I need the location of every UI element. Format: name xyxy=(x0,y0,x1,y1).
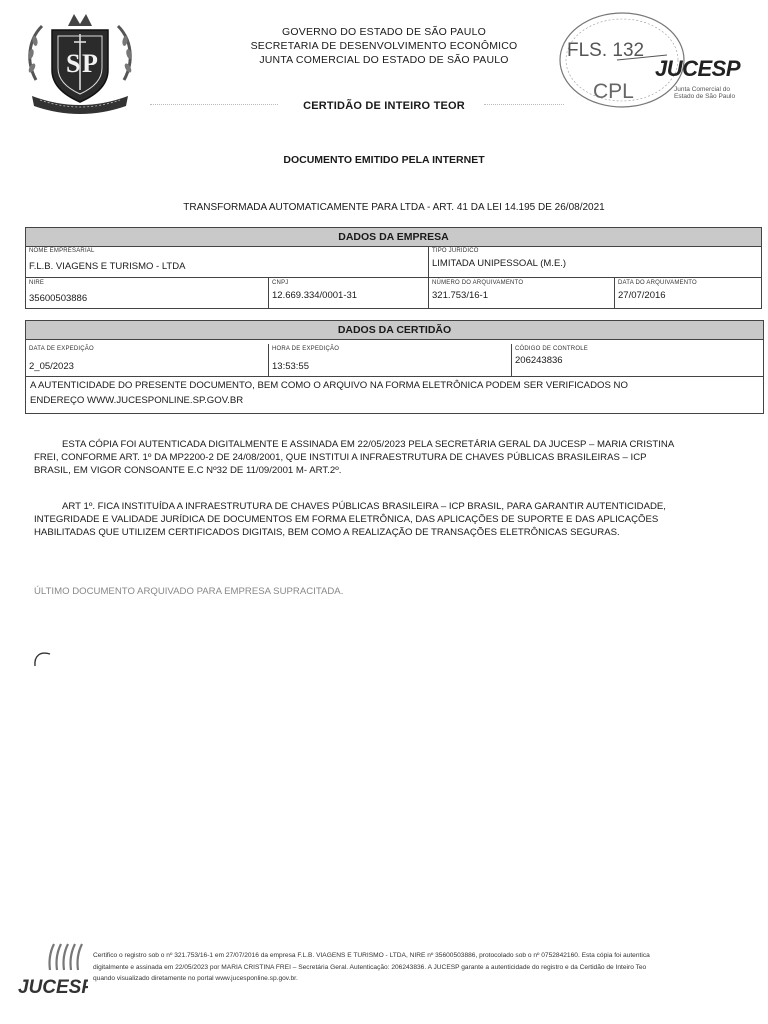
header-line-government: GOVERNO DO ESTADO DE SÃO PAULO xyxy=(282,26,486,38)
issue-time-cell: HORA DE EXPEDIÇÃO 13:53:55 xyxy=(269,344,512,376)
certificate-data-title: DADOS DA CERTIDÃO xyxy=(26,321,763,340)
legal-type: LIMITADA UNIPESSOAL (M.E.) xyxy=(432,258,567,269)
nire-cell: NIRE 35600503886 xyxy=(26,278,269,308)
footer-jucesp-logo xyxy=(18,942,88,998)
certificate-data-table xyxy=(25,320,764,414)
jucesp-logo: JUCESP xyxy=(655,56,741,81)
jucesp-logo-subtitle: Junta Comercial do Estado de São Paulo xyxy=(674,86,736,100)
last-document-note: ÚLTIMO DOCUMENTO ARQUIVADO PARA EMPRESA SUPRACITADA. xyxy=(34,586,344,597)
document-title: DOCUMENTO EMITIDO PELA INTERNET xyxy=(283,154,485,166)
authenticity-note: A AUTENTICIDADE DO PRESENTE DOCUMENTO, BEM COMO O ARQUIVO NA FORMA ELETRÔNICA PODEM SER VERIFICADOS NO ENDEREÇO WWW.JUCESPONLINE.SP.GOV.BR xyxy=(30,380,628,406)
control-code-cell: CÓDIGO DE CONTROLE 206243836 xyxy=(515,346,588,366)
company-data-table xyxy=(25,227,762,309)
issue-time: 13:53:55 xyxy=(272,361,309,372)
header-line-secretariat: SECRETARIA DE DESENVOLVIMENTO ECONÔMICO xyxy=(250,40,518,52)
stamp-line2: CPL xyxy=(593,80,634,103)
cnpj-cell: CNPJ 12.669.334/0001-31 xyxy=(269,278,429,308)
header-line-board: JUNTA COMERCIAL DO ESTADO DE SÃO PAULO xyxy=(259,54,509,66)
scan-mark xyxy=(32,648,56,673)
issue-date-cell: DATA DE EXPEDIÇÃO 2_05/2023 xyxy=(26,344,269,376)
article-paragraph: ART 1º. FICA INSTITUÍDA A INFRAESTRUTURA DE CHAVES PÚBLICAS BRASILEIRA – ICP BRASIL, PARA GARANTIR AUTENTICIDADE, INTEGRIDADE E VALIDADE JURÍDICA DE DOCUMENTOS EM FORMA ELETRÔNICA, DAS APLICAÇÕES DE SUPORTE E DAS APLICAÇÕES HABILITADAS QUE UTILIZEM CERTIFICADOS DIGITAIS, BEM COMO A REALIZAÇÃO DE TRANSAÇÕES ELETRÔNICAS SEGURAS. xyxy=(34,501,666,538)
filing-date: 27/07/2016 xyxy=(618,290,666,301)
company-data-title: DADOS DA EMPRESA xyxy=(26,228,761,247)
control-code: 206243836 xyxy=(515,355,563,366)
filing-date-cell: DATA DO ARQUIVAMENTO 27/07/2016 xyxy=(618,280,697,301)
nire: 35600503886 xyxy=(29,293,88,304)
stamp-line1: FLS. 132 xyxy=(567,40,645,61)
issue-date: 2_05/2023 xyxy=(29,361,74,372)
legal-type-cell: TIPO JURIDICO LIMITADA UNIPESSOAL (M.E.) xyxy=(432,248,567,269)
certificate-title: CERTIDÃO DE INTEIRO TEOR xyxy=(303,100,465,112)
svg-text:P: P xyxy=(82,49,98,78)
company-name-cell: NOME EMPRESARIAL F.L.B. VIAGENS E TURISMO - LTDA xyxy=(26,246,429,277)
filing-number: 321.753/16-1 xyxy=(432,290,488,301)
filing-number-cell: NÚMERO DO ARQUIVAMENTO 321.753/16-1 xyxy=(429,278,615,308)
footer-logo-text: JUCESP xyxy=(18,977,88,998)
transform-note: TRANSFORMADA AUTOMATICAMENTE PARA LTDA - ART. 41 DA LEI 14.195 DE 26/08/2021 xyxy=(183,202,605,213)
company-name: F.L.B. VIAGENS E TURISMO - LTDA xyxy=(29,261,186,272)
cnpj: 12.669.334/0001-31 xyxy=(272,290,358,301)
authentication-paragraph: ESTA CÓPIA FOI AUTENTICADA DIGITALMENTE E ASSINADA EM 22/05/2023 PELA SECRETÁRIA GERAL DA JUCESP – MARIA CRISTINA FREI, CONFORME ART. 1º DA MP2200-2 DE 24/08/2001, QUE INSTITUI A INFRAESTRUTURA DE CHAVES PÚBLICAS BRASILEIRAS – ICP BRASIL, EM VIGOR CONSOANTE E.C Nº32 DE 11/09/2001 M- ART.2º. xyxy=(34,439,675,476)
footer-certification: Certifico o registro sob o nº 321.753/16-1 em 27/07/2016 da empresa F.L.B. VIAGENS E TURISMO - LTDA, NIRE nº 35600503886, protocolado sob o nº 0752842160. Esta cópia foi autentica digitalmente e assinada em 22/05/2023 por MARIA CRISTINA FREI – Secretária Geral. Autenticação: 206243836. A JUCESP garante a autenticidade do registro e da Certidão de Inteiro Teo quando visualizado diretamente no portal www.jucesponline.sp.gov.br. xyxy=(93,952,650,982)
svg-text:S: S xyxy=(66,49,81,78)
